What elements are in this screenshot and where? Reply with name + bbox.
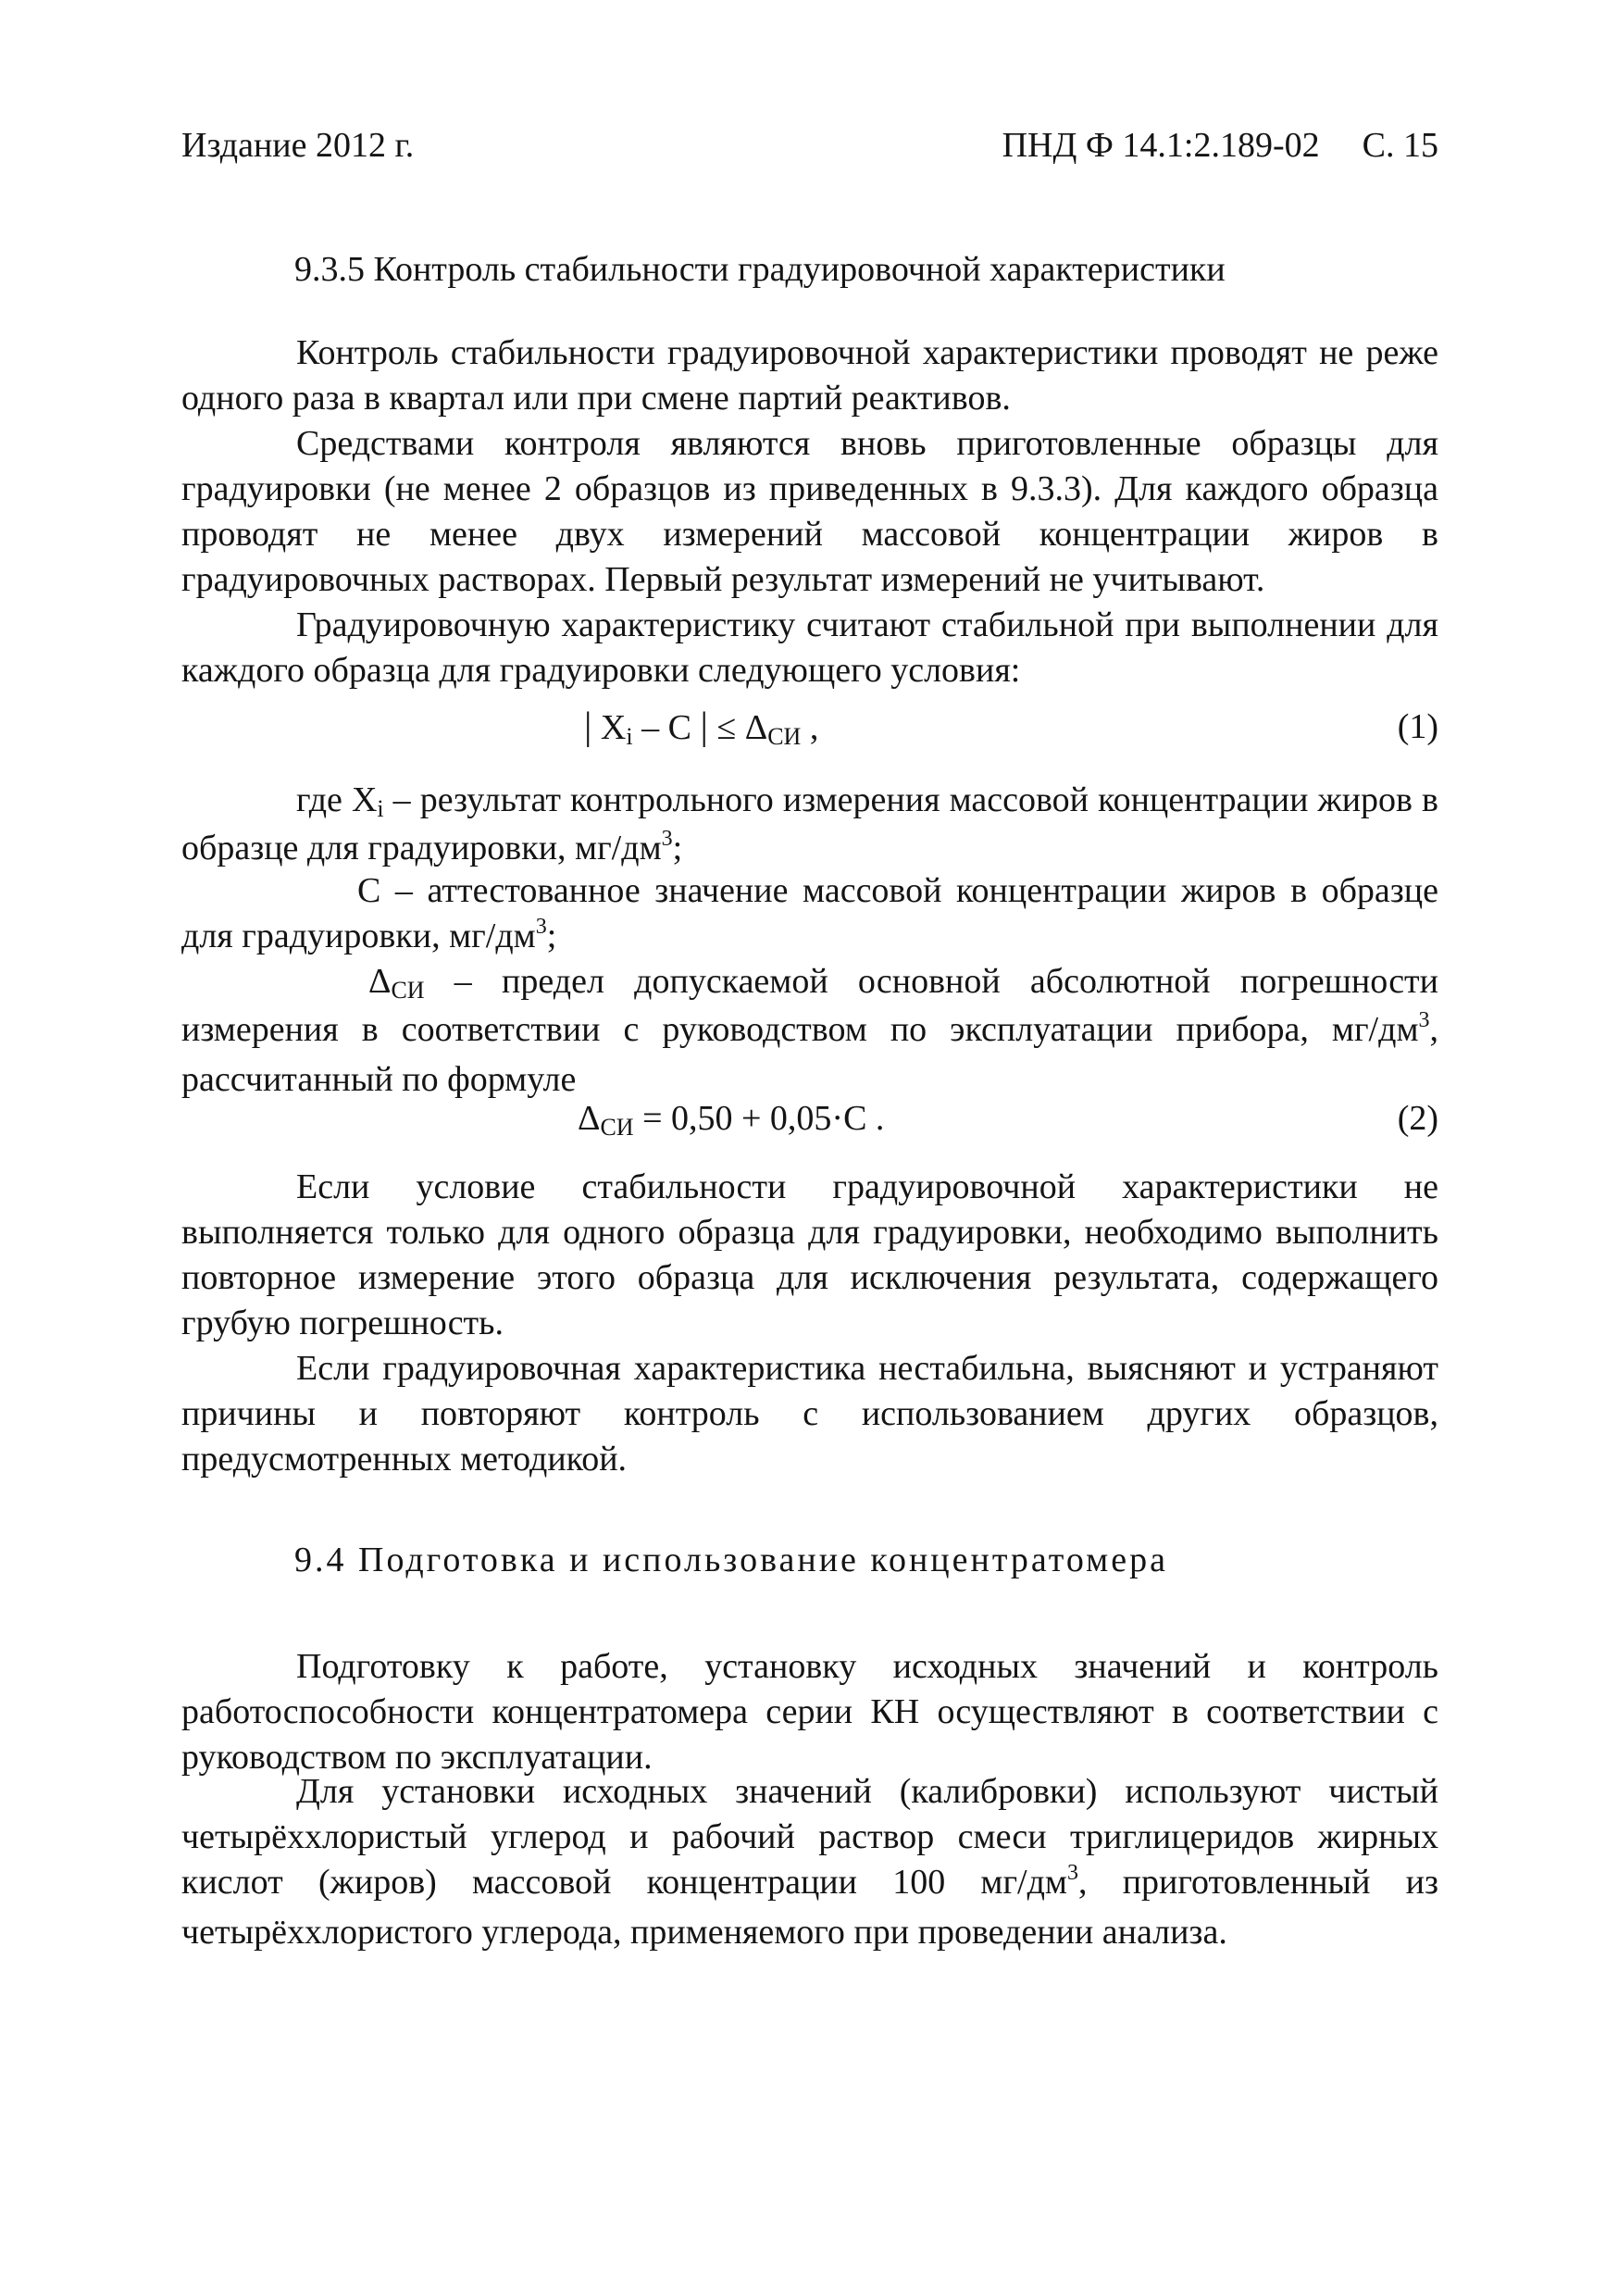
equation-2: [181, 1095, 1438, 1142]
paragraph-single-failure: Если условие стабильности градуировочной характеристики не выполняется только для одного образца для градуировки, необходимо выполнить повторное измерение этого образца для исключения результата, содержащего грубую погрешность.: [181, 1167, 1438, 1342]
section-heading-9-3-5: 9.3.5 Контроль стабильности градуировочной характеристики: [294, 250, 1226, 289]
paragraph-unstable: Если градуировочная характеристика нестабильна, выясняют и устраняют причины и повторяют контроль с использованием других образцов, предусмотренных методикой.: [181, 1349, 1438, 1479]
definition-xi: где $X_i$ – результат контрольного измерения массовой концентрации жиров в образце для градуировки, $мг/дм^3$;: [181, 780, 1438, 867]
equation-1-number: (1): [1397, 707, 1438, 746]
equation-1: [181, 704, 1438, 750]
equation-2-formula: $\Delta_{СИ} = 0,50 + 0,05\cdot C$ .: [578, 1099, 885, 1141]
definition-c: C – аттестованное значение массовой концентрации жиров в образце для градуировки, $мг/дм^3$;: [181, 871, 1438, 955]
paragraph-stability-condition: Градуировочную характеристику считают стабильной при выполнении для каждого образца для градуировки следующего условия:: [181, 605, 1438, 690]
page-number: С. 15: [1362, 126, 1438, 165]
paragraph-calibration: Для установки исходных значений (калибровки) используют чистый четырёххлористый углерод и рабочий раствор смеси триглицеридов жирных кислот (жиров) массовой концентрации 100 $мг/дм^3$, приготовленный из четырёххлористого углерода, применяемого при проведении анализа.: [181, 1772, 1438, 1952]
edition-label: Издание 2012 г.: [181, 126, 415, 165]
header-right: [1002, 122, 1438, 168]
paragraph-control-means: Средствами контроля являются вновь приготовленные образцы для градуировки (не менее 2 образцов из приведенных в 9.3.3). Для каждого образца проводят не менее двух измерений массовой концентрации жиров в градуировочных растворах. Первый результат измерений не учитывают.: [181, 424, 1438, 599]
definition-delta-si: $\Delta_{СИ}$ – предел допускаемой основной абсолютной погрешности измерения в соответствии с руководством по эксплуатации прибора, $мг/дм^3$, рассчитанный по формуле: [181, 962, 1438, 1099]
equation-2-number: (2): [1397, 1099, 1438, 1138]
section-heading-9-4: 9.4 Подготовка и использование концентратомера: [294, 1541, 1168, 1579]
paragraph-control-frequency: Контроль стабильности градуировочной характеристики проводят не реже одного раза в квартал или при смене партий реактивов.: [181, 333, 1438, 418]
paragraph-preparation: Подготовку к работе, установку исходных значений и контроль работоспособности концентратомера серии КН осуществляют в соответствии с руководством по эксплуатации.: [181, 1647, 1438, 1777]
document-code: ПНД Ф 14.1:2.189-02: [1002, 126, 1320, 165]
equation-1-formula: | $X_i$ – C | ≤ $\Delta_{СИ}$ ,: [584, 705, 819, 750]
